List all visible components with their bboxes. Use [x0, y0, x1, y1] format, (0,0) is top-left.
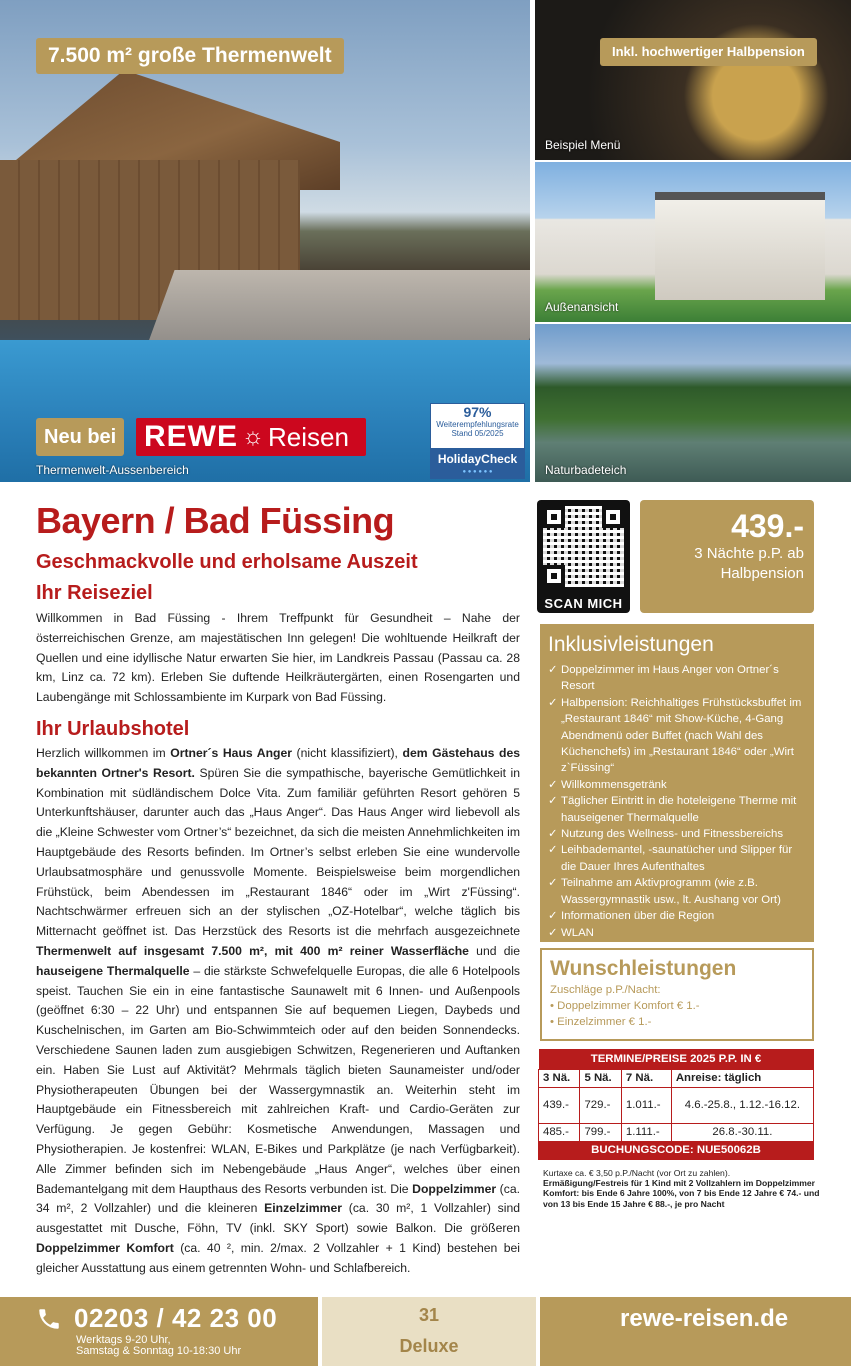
- table-cell: 799.-: [580, 1123, 621, 1141]
- hc-line1: Weiterempfehlungsrate: [436, 420, 519, 429]
- footer-phone-block[interactable]: [0, 1297, 318, 1366]
- inklusiv-item: ✓ Informationen über die Region: [548, 908, 808, 924]
- inklusivleistungen-box: [540, 624, 814, 942]
- caption-facade: Außenansicht: [545, 300, 619, 314]
- ermaessigung-note: Ermäßigung/Festreis für 1 Kind mit 2 Vollzahlern im Doppelzimmer Komfort: bis Ende 6 Jahre 100%, von 7 bis Ende 12 Jahre € 74.- und von 13 bis Ende 15 Jahre € 88.-, je pro Nacht: [543, 1178, 820, 1209]
- table-cell: 4.6.-25.8., 1.12.-16.12.: [671, 1087, 813, 1123]
- table-cell: 729.-: [580, 1087, 621, 1123]
- wunsch-item: • Doppelzimmer Komfort € 1.-: [550, 1000, 700, 1012]
- catalog-section: Deluxe: [399, 1336, 459, 1356]
- hc-line2: Stand 05/2025: [451, 429, 504, 438]
- page-subtitle: Geschmackvolle und erholsame Auszeit: [36, 551, 418, 573]
- wunsch-label: Zuschläge p.P./Nacht:: [550, 984, 661, 996]
- table-cell: 26.8.-30.11.: [671, 1123, 813, 1141]
- qr-code-icon: [543, 506, 624, 587]
- inklusiv-title: Inklusivleistungen: [548, 633, 714, 656]
- booking-code: BUCHUNGSCODE: NUE50062B: [539, 1141, 814, 1159]
- reiseziel-text: Willkommen in Bad Füssing - Ihrem Treffpunkt für Gesundheit – Nahe der österreichischen Grenze, am majestätischen Inn gelegen! Die wohltuende Heilkraft der Quellen und eine idyllische Natur erwarten Sie hier, im Landkreis Passau (Passau ca. 28 km, Linz ca. 72 km). Erleben Sie duftende Heilkräutergärten, einen Rosengarten und Laubengänge mit Schlossambiente im Kurpark von Bad Füssing.: [36, 611, 520, 705]
- fine-print: [543, 1168, 833, 1209]
- phone-number[interactable]: 02203 / 42 23 00: [74, 1303, 278, 1333]
- page-number: 31: [418, 1305, 440, 1325]
- price-value: 439.-: [731, 508, 804, 544]
- hc-percent: 97%: [463, 404, 492, 420]
- inklusiv-item: ✓ Willkommensgetränk: [548, 777, 808, 793]
- inklusiv-item: ✓ Täglicher Eintritt in die hoteleigene Therme mit hauseigener Thermalquelle: [548, 793, 808, 826]
- halbpension-badge: Inkl. hochwertiger Halbpension: [600, 38, 817, 66]
- caption-lake: Naturbadeteich: [545, 463, 627, 477]
- sun-icon: ☼: [242, 423, 264, 450]
- inklusiv-item: ✓ Doppelzimmer im Haus Anger von Ortner´s Resort: [548, 662, 808, 695]
- hours-weekdays: Werktags 9-20 Uhr,: [76, 1334, 171, 1346]
- inklusiv-item: ✓ WLAN: [548, 925, 808, 941]
- footer-website-block[interactable]: [540, 1297, 851, 1366]
- wunsch-title: Wunschleistungen: [550, 957, 737, 980]
- inklusiv-item: ✓ Halbpension: Reichhaltiges Frühstücksbuffet im „Restaurant 1846“ mit Show-Küche, 4-Gang Abendmenü oder Buffet (nach Wahl des Küchenchefs) im „Restaurant 1846“ oder „Wirt z`Füssing“: [548, 695, 808, 777]
- phone-icon: [36, 1306, 62, 1332]
- table-header: TERMINE/PREISE 2025 P.P. IN €: [539, 1049, 814, 1069]
- price-box: [640, 500, 814, 613]
- wunschleistungen-box: [540, 948, 814, 1041]
- wunsch-item: • Einzelzimmer € 1.-: [550, 1016, 652, 1028]
- opening-hours: [76, 1335, 241, 1357]
- footer-page-block: [322, 1297, 536, 1366]
- table-cell: 439.-: [539, 1087, 580, 1123]
- photo-menu: [535, 0, 851, 160]
- inklusiv-item: ✓ Nutzung des Wellness- und Fitnessbereichs: [548, 826, 808, 842]
- price-nights: 3 Nächte p.P. ab: [694, 545, 804, 562]
- footer: [0, 1297, 851, 1366]
- hero-badge: 7.500 m² große Thermenwelt: [36, 38, 344, 74]
- col-7-naechte: 7 Nä.: [621, 1069, 671, 1087]
- col-anreise: Anreise: täglich: [671, 1069, 813, 1087]
- neu-bei-label: Neu bei: [36, 418, 124, 456]
- col-3-naechte: 3 Nä.: [539, 1069, 580, 1087]
- col-5-naechte: 5 Nä.: [580, 1069, 621, 1087]
- kurtaxe-note: Kurtaxe ca. € 3,50 p.P./Nacht (vor Ort zu zahlen).: [543, 1168, 731, 1178]
- prices-table: [538, 1049, 814, 1160]
- photo-lake: [535, 324, 851, 482]
- qr-code-block[interactable]: [537, 500, 630, 613]
- reisen-wordmark: Reisen: [268, 421, 349, 452]
- hc-brand: HolidayCheck: [431, 448, 524, 478]
- caption-menu: Beispiel Menü: [545, 138, 621, 152]
- section-urlaubshotel: Ihr Urlaubshotel: [36, 718, 190, 740]
- price-board: Halbpension: [720, 565, 804, 582]
- hours-weekend: Samstag & Sonntag 10-18:30 Uhr: [76, 1345, 242, 1357]
- table-row: [539, 1123, 814, 1141]
- page-title: Bayern / Bad Füssing: [36, 500, 395, 541]
- section-reiseziel: Ihr Reiseziel: [36, 582, 153, 604]
- inklusiv-item: ✓ Leihbademantel, -saunatücher und Slipper für die Dauer Ihres Aufenthaltes: [548, 842, 808, 875]
- rewe-reisen-logo: [136, 418, 366, 456]
- hc-stars: ● ● ● ● ● ●: [462, 469, 493, 475]
- caption-hero: Thermenwelt-Aussenbereich: [36, 463, 189, 477]
- table-column-headers: [539, 1069, 814, 1087]
- website-link[interactable]: rewe-reisen.de: [620, 1305, 789, 1332]
- inklusiv-item: ✓ Teilnahme am Aktivprogramm (wie z.B. Wassergymnastik usw., lt. Aushang vor Ort): [548, 875, 808, 908]
- urlaubshotel-text: Herzlich willkommen im Ortner´s Haus Anger (nicht klassifiziert), dem Gästehaus des bekannten Ortner's Resort. Spüren Sie die sympathische, bayerische Gemütlichkeit in Kombination mit südländischem Dolce Vita. Zum familiär geführten Resort gehören 5 Unterkunftshäuser, darunter auch das „Haus Anger“. Das Haus Anger wird liebevoll als die „Kleine Schwester vom Ortner’s“ bezeichnet, da sich die meisten Annehmlichkeiten im Hauptgebäude des Resorts befinden. Im Ortner’s selbst erleben Sie eine wundervolle Urlaubsatmosphäre und genussvolle Momente. Beispielsweise beim morgendlichen Frühstück, beim Abendessen im „Restaurant 1846“ oder im „Wirt z'Füssing“. Nachtschwärmer erfreuen sich an der stylischen „OZ-Hotelbar“, welche täglich bis Mitternacht geöffnet ist. Das Herzstück des Resorts ist die mehrfach ausgezeichnete Thermenwelt auf insgesamt 7.500 m², mit 400 m² reiner Wasserfläche und die hauseigene Thermalquelle – die stärkste Schwefelquelle Europas, die alle 6 Hotelpools speist. Tauchen Sie ein in eine fantastische Saunawelt mit 6 Innen- und Außenpools (geöffnet 6:30 – 22 Uhr) und entspannen Sie auf bequemen Liegen, Daybeds und Kuschelnischen, im Garten am Bio-Schwimmteich oder auf den beiden Sonnendecks. Verschiedene Saunen laden zum ausgiebigen Schwitzen, Regenerieren und Auftanken ein. Haben Sie Lust auf Aktivität? Mehrmals täglich bieten Saunameister und/oder Physiotherapeuten Übungen bei der Wassergymnastik an. Weiterhin steht im Hauptgebäude ein Fitnessbereich mit zahlreichen Kraft- und Cardio-Geräten zur Verfügung. Je gegen Gebühr: Kosmetische Anwendungen, Massagen und Physiotherapien. Je kostenfrei: WLAN, E-Bikes und Parkplätze (je nach Verfügbarkeit). Alle Zimmer befinden sich im Nebengebäude „Haus Anger“, welches über einen Bademantelgang mit dem Haupthaus des Resorts verbunden ist. Die Doppelzimmer (ca. 34 m², 2 Vollzahler) und die kleineren Einzelzimmer (ca. 30 m², 1 Vollzahler) sind ausgestattet mit Dusche, Föhn, TV (inkl. SKY Sport) sowie Balkon. Die größeren Doppelzimmer Komfort (ca. 40 ², min. 2/max. 2 Vollzahler + 1 Kind) bestehen bei gleicher Ausstattung aus einem getrennten Wohn- und Schlafbereich.: [36, 746, 521, 1275]
- rewe-wordmark: REWE: [144, 420, 238, 453]
- qr-label: SCAN MICH: [544, 596, 623, 611]
- holidaycheck-badge: [430, 403, 525, 479]
- photo-facade: [535, 162, 851, 322]
- table-cell: 1.011.-: [621, 1087, 671, 1123]
- table-cell: 485.-: [539, 1123, 580, 1141]
- table-cell: 1.111.-: [621, 1123, 671, 1141]
- table-row: [539, 1087, 814, 1123]
